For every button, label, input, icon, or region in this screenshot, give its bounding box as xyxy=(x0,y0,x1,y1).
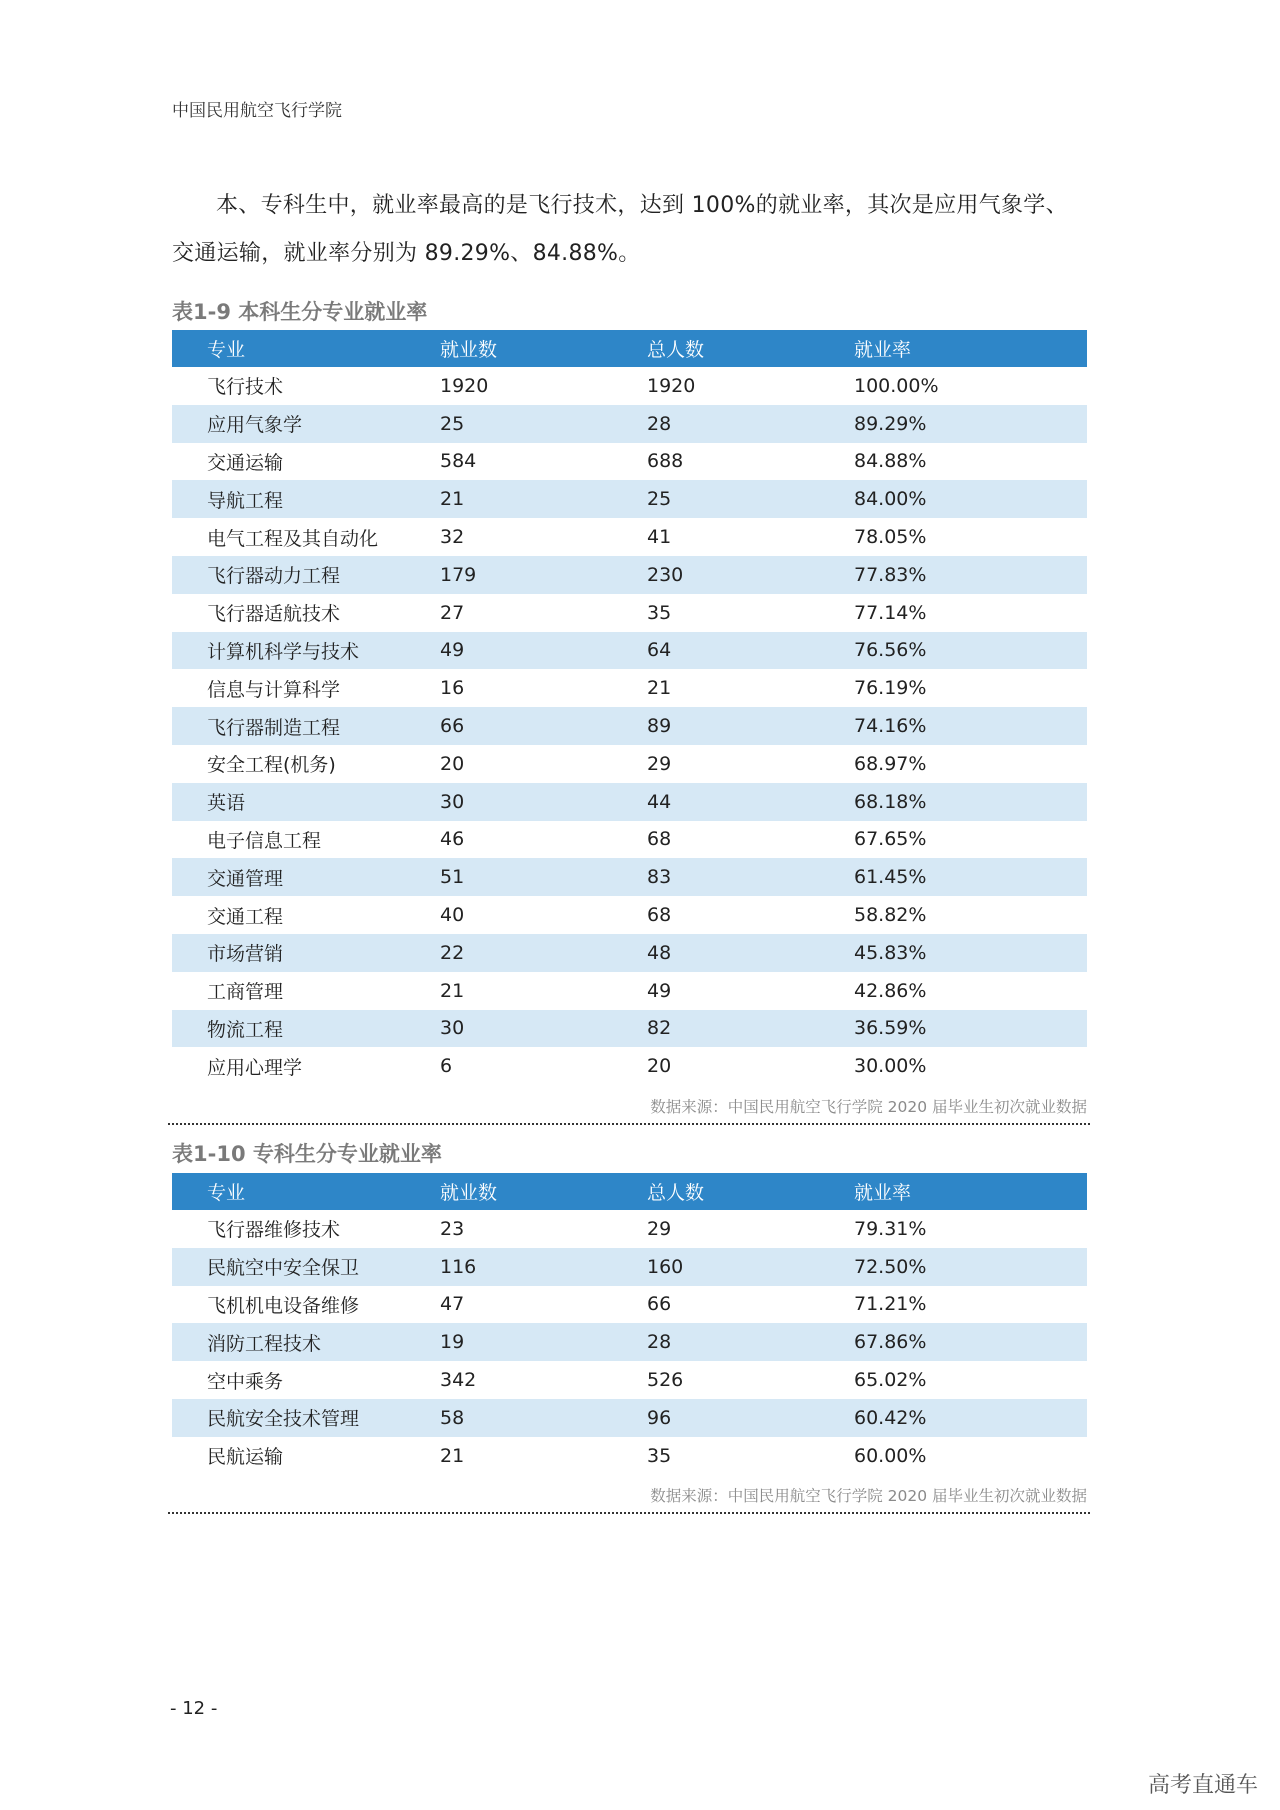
table-cell: 25 xyxy=(440,405,647,443)
table-cell: 584 xyxy=(440,450,477,473)
table-cell: 飞行器维修技术 xyxy=(207,1219,341,1242)
table-cell: 应用心理学 xyxy=(207,1056,303,1079)
table-cell: 48 xyxy=(647,934,854,972)
table-cell: 77.83% xyxy=(854,556,1087,594)
table-cell: 60.00% xyxy=(854,1444,927,1467)
table-header-row xyxy=(172,330,1087,367)
table-cell: 电子信息工程 xyxy=(207,829,322,852)
table-row xyxy=(172,1210,1087,1248)
table-cell: 22 xyxy=(440,934,647,972)
table-row xyxy=(172,896,1087,934)
table-cell: 23 xyxy=(440,1217,465,1240)
table-cell: 74.16% xyxy=(854,707,1087,745)
table-cell: 16 xyxy=(440,677,465,700)
table-cell: 66 xyxy=(647,1293,672,1316)
table-cell: 67.65% xyxy=(854,828,927,851)
table-cell: 工商管理 xyxy=(207,981,284,1004)
table-cell: 68 xyxy=(647,828,672,851)
table-cell: 电气工程及其自动化 xyxy=(207,527,379,550)
table-cell: 27 xyxy=(440,601,465,624)
column-header: 就业率 xyxy=(854,1173,1087,1210)
table-cell: 45.83% xyxy=(854,934,1087,972)
table-row xyxy=(172,518,1087,556)
table-cell: 市场营销 xyxy=(172,934,440,972)
table-row xyxy=(172,480,1087,518)
table-cell: 84.88% xyxy=(854,450,927,473)
table-cell: 物流工程 xyxy=(172,1010,440,1048)
table-row xyxy=(172,745,1087,783)
table-cell: 49 xyxy=(647,979,672,1002)
table-cell: 60.42% xyxy=(854,1399,1087,1437)
table-cell: 6 xyxy=(440,1055,453,1078)
table-cell: 29 xyxy=(647,1217,672,1240)
table-row xyxy=(172,858,1087,896)
page-number: - 12 - xyxy=(170,1698,218,1719)
table-row xyxy=(172,669,1087,707)
table-cell: 58.82% xyxy=(854,904,927,927)
table-header-row xyxy=(172,1173,1087,1210)
watermark-text: 高考直通车 xyxy=(1147,1773,1258,1798)
table-row xyxy=(172,821,1087,859)
table-cell: 应用气象学 xyxy=(172,405,440,443)
college-employment-table xyxy=(172,1173,1087,1475)
table-row xyxy=(172,1286,1087,1324)
column-header: 就业数 xyxy=(440,330,647,367)
table-cell: 信息与计算科学 xyxy=(207,678,341,701)
table-cell: 64 xyxy=(647,632,854,670)
table-cell: 21 xyxy=(440,1444,465,1467)
table-cell: 飞行器适航技术 xyxy=(207,603,341,626)
table-row xyxy=(172,594,1087,632)
table-cell: 30 xyxy=(440,1010,647,1048)
table-cell: 83 xyxy=(647,858,854,896)
table-cell: 160 xyxy=(647,1248,854,1286)
table-cell: 116 xyxy=(440,1248,647,1286)
table-cell: 飞行技术 xyxy=(207,376,284,399)
table-cell: 28 xyxy=(647,405,854,443)
table-row xyxy=(172,1437,1087,1475)
table-cell: 英语 xyxy=(172,783,440,821)
table-cell: 67.86% xyxy=(854,1323,1087,1361)
table-source-note: 数据来源：中国民用航空飞行学院 2020 届毕业生初次就业数据 xyxy=(650,1487,1087,1505)
table-cell: 49 xyxy=(440,632,647,670)
table-row xyxy=(172,783,1087,821)
table-cell: 20 xyxy=(647,1055,672,1078)
table-cell: 30.00% xyxy=(854,1055,927,1078)
table-cell: 526 xyxy=(647,1369,684,1392)
undergrad-employment-table xyxy=(172,330,1087,1085)
table-cell: 89 xyxy=(647,707,854,745)
running-header: 中国民用航空飞行学院 xyxy=(172,101,342,121)
table-row xyxy=(172,707,1087,745)
table-cell: 民航运输 xyxy=(207,1446,284,1469)
table-divider xyxy=(168,1512,1090,1514)
table-cell: 100.00% xyxy=(854,374,939,397)
table-cell: 计算机科学与技术 xyxy=(172,632,440,670)
column-header: 专业 xyxy=(172,1173,440,1210)
table-source-note: 数据来源：中国民用航空飞行学院 2020 届毕业生初次就业数据 xyxy=(650,1098,1087,1116)
table-cell: 1920 xyxy=(647,374,696,397)
table-cell: 安全工程(机务) xyxy=(207,754,336,777)
table-cell: 71.21% xyxy=(854,1293,927,1316)
table-row xyxy=(172,556,1087,594)
table-cell: 68.18% xyxy=(854,783,1087,821)
table-row xyxy=(172,367,1087,405)
table-cell: 68 xyxy=(647,904,672,927)
table-cell: 82 xyxy=(647,1010,854,1048)
table-cell: 35 xyxy=(647,1444,672,1467)
table-cell: 66 xyxy=(440,707,647,745)
table-cell: 76.19% xyxy=(854,677,927,700)
table-cell: 42.86% xyxy=(854,979,927,1002)
table-cell: 230 xyxy=(647,556,854,594)
table-cell: 交通管理 xyxy=(172,858,440,896)
table-cell: 空中乘务 xyxy=(207,1370,284,1393)
table-cell: 飞行器制造工程 xyxy=(172,707,440,745)
table-cell: 20 xyxy=(440,752,465,775)
table-cell: 179 xyxy=(440,556,647,594)
table-cell: 688 xyxy=(647,450,684,473)
column-header: 总人数 xyxy=(647,1173,854,1210)
table-row xyxy=(172,632,1087,670)
table-cell: 19 xyxy=(440,1323,647,1361)
table-cell: 96 xyxy=(647,1399,854,1437)
column-header: 就业率 xyxy=(854,330,1087,367)
table-caption-1-9: 表1-9 本科生分专业就业率 xyxy=(172,300,428,324)
table-divider xyxy=(168,1123,1090,1125)
table-cell: 51 xyxy=(440,858,647,896)
table-cell: 84.00% xyxy=(854,480,1087,518)
table-cell: 65.02% xyxy=(854,1369,927,1392)
table-cell: 32 xyxy=(440,526,465,549)
table-cell: 30 xyxy=(440,783,647,821)
table-row xyxy=(172,1399,1087,1437)
table-cell: 29 xyxy=(647,752,672,775)
table-row xyxy=(172,1248,1087,1286)
table-cell: 44 xyxy=(647,783,854,821)
table-row xyxy=(172,972,1087,1010)
table-row xyxy=(172,1047,1087,1085)
table-cell: 46 xyxy=(440,828,465,851)
table-cell: 58 xyxy=(440,1399,647,1437)
table-cell: 导航工程 xyxy=(172,480,440,518)
column-header: 总人数 xyxy=(647,330,854,367)
table-cell: 25 xyxy=(647,480,854,518)
table-row xyxy=(172,1323,1087,1361)
table-cell: 21 xyxy=(440,480,647,518)
table-row xyxy=(172,405,1087,443)
table-cell: 61.45% xyxy=(854,858,1087,896)
table-row xyxy=(172,1361,1087,1399)
table-row xyxy=(172,443,1087,481)
table-cell: 40 xyxy=(440,904,465,927)
table-row xyxy=(172,1010,1087,1048)
table-cell: 78.05% xyxy=(854,526,927,549)
table-cell: 79.31% xyxy=(854,1217,927,1240)
table-cell: 民航安全技术管理 xyxy=(172,1399,440,1437)
table-cell: 1920 xyxy=(440,374,489,397)
table-cell: 21 xyxy=(440,979,465,1002)
table-cell: 36.59% xyxy=(854,1010,1087,1048)
table-cell: 21 xyxy=(647,677,672,700)
table-cell: 35 xyxy=(647,601,672,624)
table-cell: 民航空中安全保卫 xyxy=(172,1248,440,1286)
table-cell: 342 xyxy=(440,1369,477,1392)
table-cell: 飞机机电设备维修 xyxy=(207,1294,360,1317)
column-header: 就业数 xyxy=(440,1173,647,1210)
table-cell: 47 xyxy=(440,1293,465,1316)
table-cell: 72.50% xyxy=(854,1248,1087,1286)
table-cell: 41 xyxy=(647,526,672,549)
table-cell: 89.29% xyxy=(854,405,1087,443)
intro-paragraph: 本、专科生中，就业率最高的是飞行技术，达到 100%的就业率，其次是应用气象学、交通运输，就业率分别为 89.29%、84.88%。 xyxy=(172,193,1068,266)
table-cell: 交通工程 xyxy=(207,905,284,928)
table-cell: 68.97% xyxy=(854,752,927,775)
column-header: 专业 xyxy=(172,330,440,367)
table-cell: 消防工程技术 xyxy=(172,1323,440,1361)
table-row xyxy=(172,934,1087,972)
table-cell: 交通运输 xyxy=(207,451,284,474)
table-cell: 76.56% xyxy=(854,632,1087,670)
table-caption-1-10: 表1-10 专科生分专业就业率 xyxy=(172,1142,442,1166)
table-cell: 飞行器动力工程 xyxy=(172,556,440,594)
table-cell: 77.14% xyxy=(854,601,927,624)
table-cell: 28 xyxy=(647,1323,854,1361)
